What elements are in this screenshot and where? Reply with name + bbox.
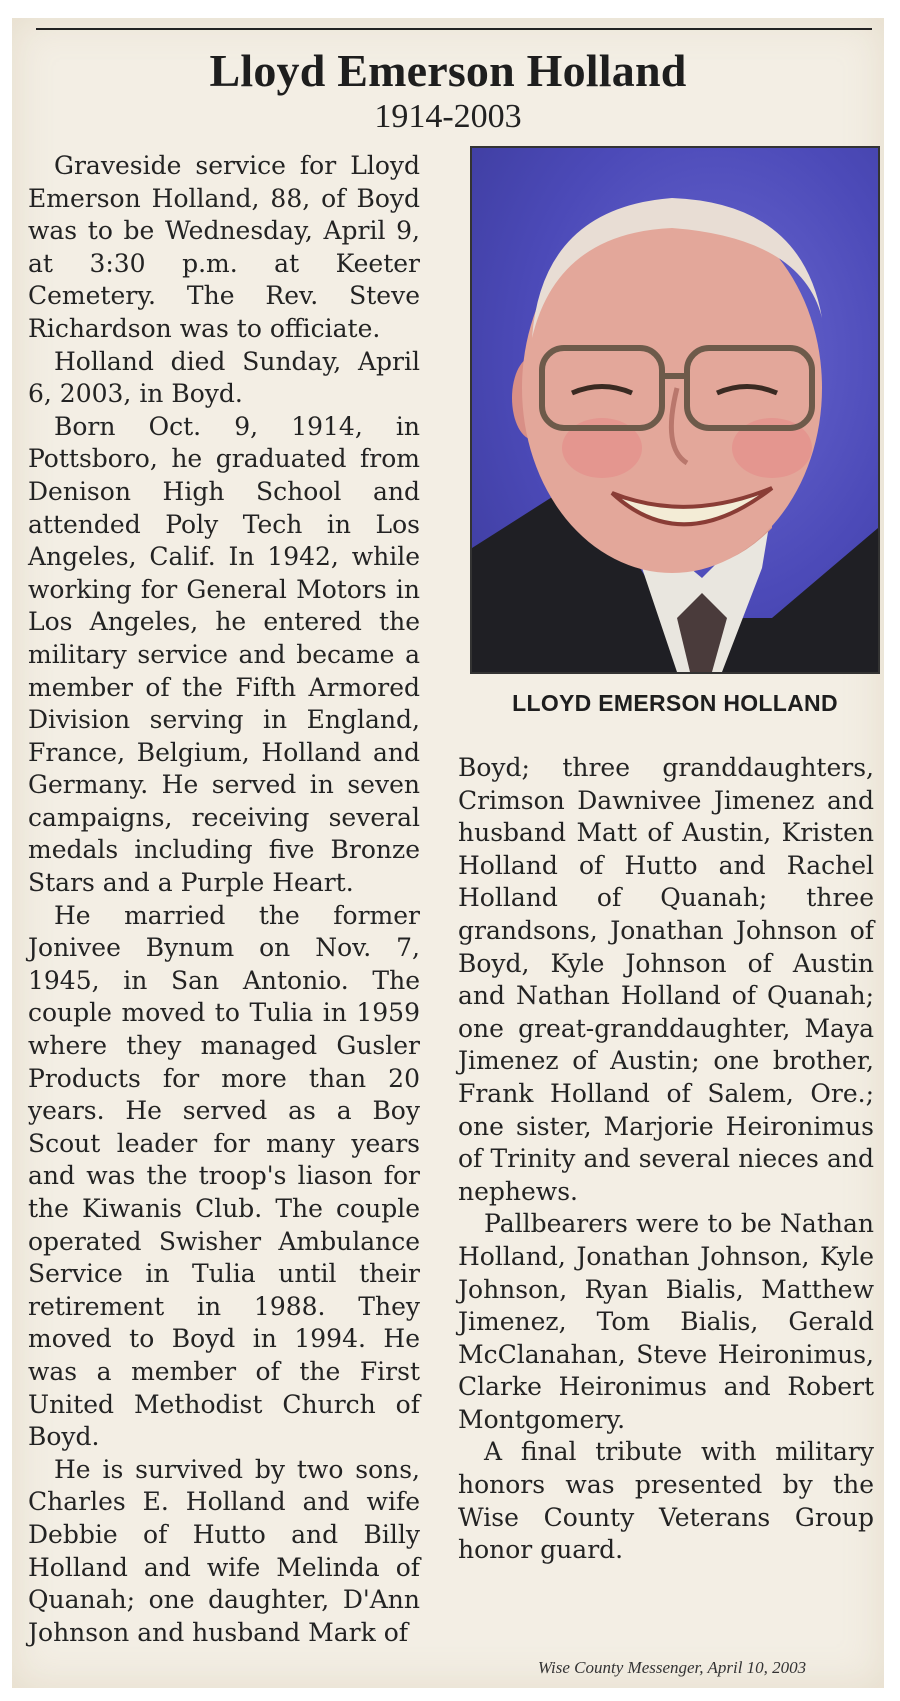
paragraph-biography: Born Oct. 9, 1914, in Pottsboro, he graduated from Denison High School and attended Poly Tech in Los Angeles, Calif. In 1942, while working for General Motors in Los Angeles, he entered the military service and became a member of the Fifth Armored Division serving in England, France, Belgium, Holland and Germany. He served in seven campaigns, receiving several medals including five Bronze Stars and a Purple Heart. — [28, 411, 420, 898]
portrait-illustration — [472, 148, 878, 672]
photo-caption: LLOYD EMERSON HOLLAND — [512, 690, 838, 716]
left-column — [28, 150, 420, 1649]
paragraph-survivors-continued: Boyd; three granddaughters, Crimson Dawnivee Jimenez and husband Matt of Austin, Kristen Holland of Hutto and Rachel Holland of Quanah; three grandsons, Jonathan Johnson of Boyd, Kyle Johnson of Austin and Nathan Holland of Quanah; one great-granddaughter, Maya Jimenez of Austin; one brother, Frank Holland of Salem, Ore.; one sister, Marjorie Heironimus of Trinity and several nieces and nephews. — [458, 753, 874, 1206]
paragraph-marriage: He married the former Jonivee Bynum on Nov. 7, 1945, in San Antonio. The couple moved to Tulia in 1959 where they managed Gusler Products for more than 20 years. He served as a Boy Scout leader for many years and was the troop's liason for the Kiwanis Club. The couple operated Swisher Ambulance Service in Tulia until their retirement in 1988. They moved to Boyd in 1994. He was a member of the First United Methodist Church of Boyd. — [28, 900, 420, 1452]
portrait-photo — [470, 146, 880, 674]
newspaper-clipping — [12, 18, 884, 1688]
paragraph-survivors: He is survived by two sons, Charles E. Holland and wife Debbie of Hutto and Billy Holland and wife Melinda of Quanah; one daughter, D'Ann Johnson and husband Mark of — [28, 1454, 420, 1647]
paragraph-tribute: A final tribute with military honors was presented by the Wise County Veterans Group honor guard. — [458, 1437, 874, 1565]
obituary-title: Lloyd Emerson Holland — [209, 45, 687, 96]
top-rule — [36, 28, 872, 30]
life-years: 1914-2003 — [374, 98, 522, 135]
publication-credit: Wise County Messenger, April 10, 2003 — [537, 1658, 807, 1677]
paragraph-service: Graveside service for Lloyd Emerson Holland, 88, of Boyd was to be Wednesday, April 9, at 3:30 p.m. at Keeter Cemetery. The Rev. Steve Richardson was to officiate. — [28, 151, 420, 343]
paragraph-pallbearers: Pallbearers were to be Nathan Holland, Jonathan Johnson, Kyle Johnson, Ryan Bialis, Matthew Jimenez, Tom Bialis, Gerald McClanahan, Steve Heironimus, Clarke Heironimus and Robert Montgomery. — [458, 1209, 874, 1434]
paragraph-death: Holland died Sunday, April 6, 2003, in Boyd. — [28, 346, 420, 409]
right-column — [458, 752, 874, 1567]
